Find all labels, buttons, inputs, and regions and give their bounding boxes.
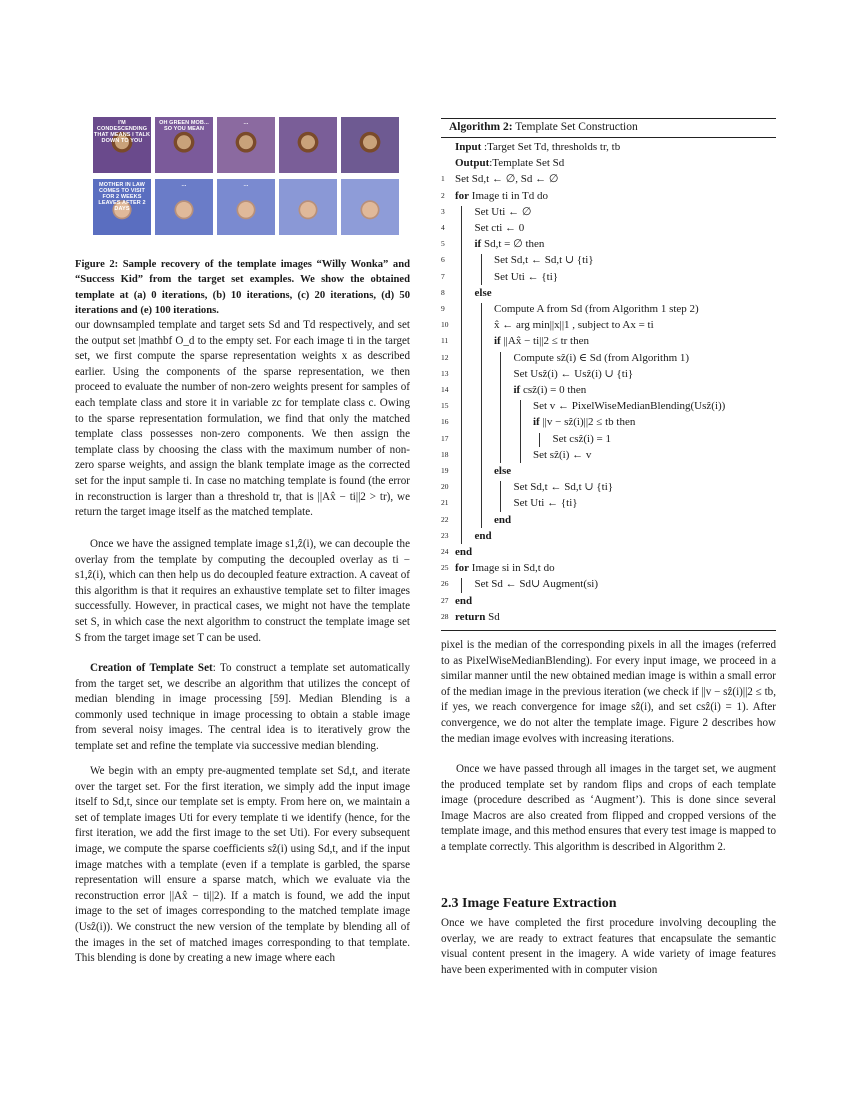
algorithm-statement: ||Ax̂ − ti||2 ≤ tr then [500,335,589,348]
algorithm-line-text [514,366,634,382]
algorithm-block-bar [461,578,462,592]
thumbnail-caption: I'M CONDESCENDING THAT MEANS I TALK DOWN TO YOU [93,120,151,144]
thumbnail-caption: OH GREEN MOB... SO YOU MEAN [159,120,209,132]
algorithm-line-text [494,269,558,285]
algorithm-line-text [455,139,620,155]
algorithm-block-bar [500,352,501,463]
algorithm-line-number: 18 [441,449,449,459]
algorithm-line-text [533,398,725,414]
algorithm-line-number: 15 [441,401,449,411]
figure-thumbnails [93,117,403,241]
algorithm-line [441,236,776,252]
algorithm-keyword: if [533,416,540,429]
algorithm-statement: ||v − sẑ(i)||2 ≤ tb then [539,416,636,429]
creation-of-template-set-label: Creation of Template Set [90,662,213,674]
algorithm-line-text [455,188,548,204]
algorithm-statement: Compute A from Sd (from Algorithm 1 step 2) [494,303,699,315]
algorithm-line-text [475,576,599,592]
algorithm-title-label: Algorithm 2: [449,121,513,133]
figure-thumbnail [341,179,399,235]
algorithm-line-text [455,609,500,625]
algorithm-statement: Set sẑ(i) ← v [533,448,592,461]
algorithm-statement: Sd,t = ∅ then [481,238,545,251]
algorithm-line [441,317,776,333]
algorithm-keyword: end [455,546,473,558]
algorithm-line-number: 12 [441,352,449,362]
algorithm-statement: Set Sd,t ← Sd,t ∪ {ti} [513,481,614,494]
algorithm-line [441,269,776,285]
algorithm-line-text [455,593,472,609]
algorithm-line-text [455,544,472,560]
algorithm-statement: :Target Set Td, thresholds tr, tb [481,141,621,153]
figure-thumbnail [217,117,275,173]
algorithm-block-bar [520,400,521,463]
algorithm-keyword: end [474,529,492,542]
thumbnail-caption: MOTHER IN LAW COMES TO VISIT FOR 2 WEEKS LEAVES AFTER 2 DAYS [98,182,146,212]
algorithm-line [441,463,776,479]
thumbnail-caption: ... [243,182,249,188]
figure-thumbnail [279,179,337,235]
algorithm-line [441,593,776,609]
algorithm-line-text [533,447,591,463]
algorithm-statement: Set Usẑ(i) ← Usẑ(i) ∪ {ti} [513,367,634,380]
algorithm-block-bar [461,206,462,544]
algorithm-keyword: else [494,465,512,477]
algorithm-keyword: if [494,335,501,348]
algorithm-block-bar [539,433,540,447]
algorithm-line-text [475,204,532,220]
algorithm-line [441,252,776,268]
algorithm-line-text [514,382,587,398]
algorithm-line-text [475,220,525,236]
algorithm-line [441,431,776,447]
algorithm-statement: Sd [485,610,500,623]
algorithm-line-text [494,317,654,333]
algorithm-line-text [455,560,555,576]
figure-thumbnail [93,117,151,173]
algorithm-line-number: 19 [441,466,449,475]
algorithm-line [441,204,776,220]
algorithm-line-text [514,495,578,511]
algorithm-line [441,301,776,317]
algorithm-line-number: 11 [441,336,449,346]
figure-thumbnail [341,117,399,173]
algorithm-line-number: 21 [441,498,449,508]
algorithm-line [441,155,776,171]
algorithm-statement: csẑ(i) = 0 then [520,384,587,396]
algorithm-line [441,366,776,382]
algorithm-statement: Image ti in Td do [469,189,548,202]
algorithm-line-number: 7 [441,271,445,281]
algorithm-line [441,285,776,301]
algorithm-line-number: 10 [441,320,449,330]
algorithm-line-number: 26 [441,579,449,589]
algorithm-line [441,188,776,204]
algorithm-line-number: 3 [441,206,445,216]
algorithm-line-number: 28 [441,611,449,621]
algorithm-line-text [475,528,492,544]
algorithm-statement: Compute sẑ(i) ∈ Sd (from Algorithm 1) [513,351,690,364]
algorithm-line-text [514,479,614,495]
figure-thumbnail [155,117,213,173]
figure-thumbnail [217,179,275,235]
algorithm-line [441,447,776,463]
figure-caption: Figure 2: Sample recovery of the template images “Willy Wonka” and “Success Kid” from the target set examples. We show the obtained template at (a) 0 iterations, (b) 10 iterations, (c) 20 iterations, (d) 50 iterations and (e) 100 iterations. [75,259,410,316]
algorithm-line [441,479,776,495]
algorithm-statement: Image si in Sd,t do [469,562,555,575]
algorithm-line [441,382,776,398]
algorithm-line-number: 17 [441,433,449,443]
left-paragraph-4: We begin with an empty pre-augmented template set Sd,t, and iterate over the target set. For the first iteration, we simply add the input image itself to Sd,t, since our template set is empty. From here on, we maintain a set of template images Uti for every template ti we identify (hence, for the first iteration, we add the first image to the set Uti). For every subsequent image, we compute the sparse coefficients sẑ(i) using Sd,t, and if the input image matches with a template (even if a template is garbled, the sparse representation will ensure a sparse match, which we evaluate via the reconstruction error ||Ax̂ − ti||2). If a match is found, we add the input image to the set of images corresponding to the matched template image (Usẑ(i)). We construct the new version of the template by blending all of the images in the set of matched images corresponding to that template. This blending is done by creating a new image where each [75,765,410,965]
algorithm-line-number: 4 [441,223,445,232]
algorithm-statement: Set v ← PixelWiseMedianBlending(Usẑ(i)) [533,400,726,413]
algorithm-statement: Set Sd,t ← Sd,t ∪ {ti} [494,254,594,267]
algorithm-title [449,121,638,133]
algorithm-line [441,512,776,528]
algorithm-line [441,528,776,544]
algorithm-line-number: 16 [441,417,449,427]
algorithm-line-number: 6 [441,255,445,265]
algorithm-title-text: Template Set Construction [512,121,638,133]
algorithm-line [441,609,776,625]
right-paragraph-2: Once we have passed through all images in the target set, we augment the produced template set by random flips and crops of each template image (procedure described as ‘Augment’). This is done since several Image Macros are also created from flipped and cropped versions of the template image, and this method ensures that every test image is mapped to a template correctly. This algorithm is described in Algorithm 2. [441,763,776,853]
algorithm-line [441,560,776,576]
algorithm-line [441,220,776,236]
algorithm-keyword: Output [455,157,490,170]
algorithm-line-number: 8 [441,287,445,297]
algorithm-line-text [494,333,589,349]
algorithm-line-number: 5 [441,239,445,249]
algorithm-line [441,576,776,592]
algorithm-line-number: 2 [441,190,445,200]
algorithm-keyword: Input [455,141,482,153]
figure-thumbnail [155,179,213,235]
algorithm-line-text [455,155,564,171]
algorithm-line [441,139,776,155]
algorithm-line-number: 23 [441,530,449,540]
algorithm-keyword: else [474,286,492,299]
algorithm-line [441,414,776,430]
algorithm-line-text [455,171,559,187]
figure-thumbnail [279,117,337,173]
right-paragraph-1: pixel is the median of the corresponding pixels in all the images (referred to as PixelWiseMedianBlending). For every input image, we proceed in a similar manner until the new obtained median image is within a small error of the median image in the previous iteration (we check if ||v − sẑ(i)||2 ≤ tb, if yes, we reach convergence for image sẑ(i), and set csẑ(i) = 1). After convergence, we do not alter the template image. Figure 2 describes how the median image evolves with increasing iterations. [441,639,776,745]
algorithm-block-bar [500,481,501,511]
algorithm-mid-rule [441,137,776,138]
algorithm-statement: Set csẑ(i) = 1 [552,432,611,445]
algorithm-keyword: if [513,384,521,396]
algorithm-statement: Set Uti ← {ti} [494,270,559,283]
algorithm-line [441,398,776,414]
algorithm-keyword: return [455,610,486,623]
algorithm-line-number: 20 [441,482,449,492]
algorithm-line [441,350,776,366]
algorithm-line-number: 14 [441,385,449,394]
algorithm-keyword: for [455,562,470,575]
algorithm-statement: Set Sd ← Sd∪ Augment(si) [474,578,599,591]
algorithm-line-text [494,301,699,317]
algorithm-line-number: 24 [441,547,449,556]
algorithm-block-bar [481,254,482,284]
algorithm-statement: Set cti ← 0 [474,222,525,234]
algorithm-block-bar [481,303,482,528]
algorithm-line-number: 22 [441,514,449,524]
algorithm-line [441,495,776,511]
left-paragraph-3-text: : To construct a template set automatically from the target set, we describe an algorithm that utilizes the concept of median blending in image processing [59]. Median Blending is a commonly used technique in image processing to obtain a stable image from several noisy images. The central idea is to iteratively grow the template set and refine the template via successive median blending. [75,662,410,752]
algorithm-keyword: if [474,238,482,251]
section-heading: 2.3 Image Feature Extraction [441,896,617,911]
algorithm-keyword: end [494,513,512,526]
thumbnail-caption: ... [181,182,187,188]
right-paragraph-3: Once we have completed the first procedure involving decoupling the overlay, we are ready to extract features that encapsulate the semantic visual content present in the imagery. A wide variety of image features have been experimented with in computer vision [441,917,776,976]
algorithm-line-text [494,512,511,528]
algorithm-line-text [475,236,545,252]
figure-thumbnail [93,179,151,235]
algorithm-statement: Set Uti ← {ti} [513,497,578,510]
left-paragraph-1: our downsampled template and target sets Sd and Td respectively, and set the output set |mathbf O_d to the empty set. For each image ti in the target set, we first compute the sparse representation weights x as described earlier. Using the components of the sparse representation, we then proceed to evaluate the number of non-zero weights present for samples of each template class and store it in variable zc for template class c. Owing to the sparse representation formulation, we find that only the matched template class possesses non-zero components. We then assign the template class by choosing the class with the maximum number of non-zero sparse weights, and assign the blank template image as the corrected set for the input sample ti. In case no matching template is found (the error in reconstruction is larger than a threshold tr, that is ||Ax̂ − ti||2 > tr), we return the target image itself as the matched template. [75,319,410,519]
algorithm-top-rule [441,118,776,119]
algorithm-statement: Set Uti ← ∅ [474,205,532,218]
algorithm-statement: x̂ ← arg min||x||1 , subject to Ax = ti [494,319,654,332]
algorithm-line [441,171,776,187]
algorithm-line-text [514,350,690,366]
algorithm-line-number: 9 [441,304,445,313]
algorithm-keyword: for [455,189,470,202]
algorithm-bottom-rule [441,630,776,631]
algorithm-statement: Set Sd,t ← ∅, Sd ← ∅ [455,173,559,186]
algorithm-line-number: 25 [441,563,449,573]
algorithm-line-number: 1 [441,174,445,184]
left-paragraph-2: Once we have the assigned template image s1,ẑ(i), we can decouple the overlay from the template by computing the decoupled overlay as ti − s1,ẑ(i), which can then help us do decoupled feature extraction. A caveat of this algorithm is that it requires an exhaustive template set to filter images successfully. However, in practical cases, we might not have the template set S, in which case the next algorithm to construct the template image set S from the target image set T can be used. [75,538,410,644]
algorithm-line-text [494,463,511,479]
algorithm-line-text [533,414,635,430]
algorithm-line-number: 27 [441,595,449,605]
algorithm-line [441,333,776,349]
algorithm-line [441,544,776,560]
algorithm-line-number: 13 [441,368,449,378]
algorithm-line-text [475,285,492,301]
algorithm-line-text [553,431,611,447]
algorithm-line-text [494,252,594,268]
algorithm-statement: :Template Set Sd [489,157,565,170]
left-paragraph-3 [75,661,410,755]
algorithm-keyword: end [455,594,473,607]
thumbnail-caption: ... [243,120,249,126]
